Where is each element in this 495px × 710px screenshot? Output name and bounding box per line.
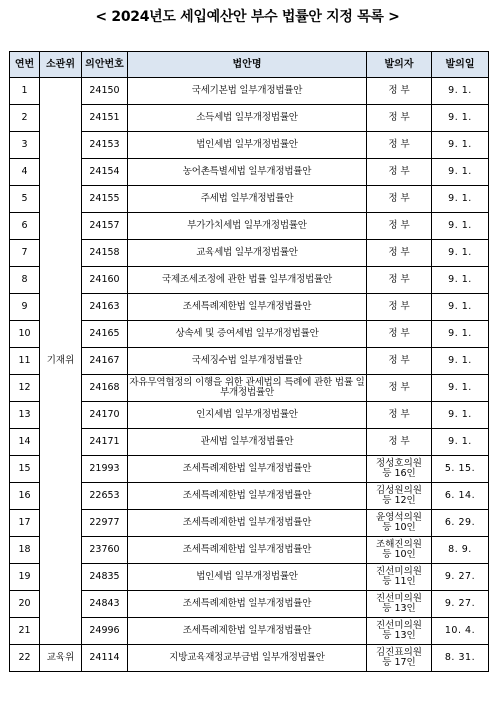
row-number-cell: 7 — [10, 240, 40, 267]
bill-name-cell: 자유무역협정의 이행을 위한 관세법의 특례에 관한 법률 일부개정법률안 — [128, 375, 367, 402]
proposer-cell — [367, 78, 432, 105]
proposer-cosponsors: 등 12인 — [382, 495, 416, 506]
proposer-cell — [367, 429, 432, 456]
bill-number-cell: 24160 — [82, 267, 128, 294]
proposal-date-cell: 9. 27. — [432, 564, 489, 591]
table-row — [10, 321, 489, 348]
row-number-cell: 13 — [10, 402, 40, 429]
proposal-date-cell: 9. 1. — [432, 375, 489, 402]
row-number-cell: 9 — [10, 294, 40, 321]
proposer-name: 정 부 — [388, 247, 410, 258]
table-row — [10, 213, 489, 240]
table-row — [10, 537, 489, 564]
proposer-cell — [367, 402, 432, 429]
bill-name-cell: 조세특례제한법 일부개정법률안 — [128, 618, 367, 645]
bill-name-cell: 조세특례제한법 일부개정법률안 — [128, 510, 367, 537]
table-row — [10, 186, 489, 213]
bill-name-cell: 농어촌특별세법 일부개정법률안 — [128, 159, 367, 186]
table-row — [10, 645, 489, 672]
proposal-date-cell: 9. 1. — [432, 132, 489, 159]
bill-number-cell: 24158 — [82, 240, 128, 267]
table-header-row — [10, 52, 489, 78]
row-number-cell: 22 — [10, 645, 40, 672]
row-number-cell: 2 — [10, 105, 40, 132]
table-row — [10, 618, 489, 645]
proposal-date-cell: 9. 1. — [432, 105, 489, 132]
header-committee: 소관위 — [40, 52, 82, 78]
header-bill-no: 의안번호 — [82, 52, 128, 78]
proposer-name: 정 부 — [388, 301, 410, 312]
bill-name-cell: 조세특례제한법 일부개정법률안 — [128, 456, 367, 483]
bill-number-cell: 24835 — [82, 564, 128, 591]
bill-number-cell: 23760 — [82, 537, 128, 564]
proposer-name: 정 부 — [388, 409, 410, 420]
proposer-name: 진선미의원 — [376, 593, 422, 604]
row-number-cell: 15 — [10, 456, 40, 483]
row-number-cell: 20 — [10, 591, 40, 618]
row-number-cell: 12 — [10, 375, 40, 402]
proposal-date-cell: 8. 31. — [432, 645, 489, 672]
proposer-name: 정 부 — [388, 85, 410, 96]
proposer-name: 정 부 — [388, 328, 410, 339]
table-row — [10, 159, 489, 186]
table-row — [10, 456, 489, 483]
bill-number-cell: 24996 — [82, 618, 128, 645]
proposer-cell — [367, 213, 432, 240]
proposer-cell — [367, 267, 432, 294]
row-number-cell: 6 — [10, 213, 40, 240]
proposer-cell — [367, 564, 432, 591]
row-number-cell: 17 — [10, 510, 40, 537]
proposer-name: 정 부 — [388, 274, 410, 285]
bill-number-cell: 24163 — [82, 294, 128, 321]
proposal-date-cell: 5. 15. — [432, 456, 489, 483]
proposer-name: 정 부 — [388, 355, 410, 366]
proposer-cell — [367, 321, 432, 348]
proposer-cell — [367, 645, 432, 672]
proposal-date-cell: 9. 1. — [432, 402, 489, 429]
row-number-cell: 16 — [10, 483, 40, 510]
row-number-cell: 14 — [10, 429, 40, 456]
bill-name-cell: 지방교육재정교부금법 일부개정법률안 — [128, 645, 367, 672]
proposer-cosponsors: 등 13인 — [382, 630, 416, 641]
proposer-cosponsors: 등 17인 — [382, 657, 416, 668]
bill-name-cell: 국세징수법 일부개정법률안 — [128, 348, 367, 375]
proposer-name: 진선미의원 — [376, 620, 422, 631]
bill-name-cell: 법인세법 일부개정법률안 — [128, 132, 367, 159]
bill-name-cell: 소득세법 일부개정법률안 — [128, 105, 367, 132]
bill-name-cell: 국제조세조정에 관한 법률 일부개정법률안 — [128, 267, 367, 294]
header-bill-name: 법안명 — [128, 52, 367, 78]
proposer-cell — [367, 456, 432, 483]
proposal-date-cell: 9. 1. — [432, 159, 489, 186]
proposer-cosponsors: 등 10인 — [382, 549, 416, 560]
bill-number-cell: 24168 — [82, 375, 128, 402]
bill-number-cell: 22977 — [82, 510, 128, 537]
proposal-date-cell: 9. 1. — [432, 267, 489, 294]
bill-name-cell: 조세특례제한법 일부개정법률안 — [128, 591, 367, 618]
bill-number-cell: 24154 — [82, 159, 128, 186]
proposer-name: 정 부 — [388, 220, 410, 231]
bill-name-cell: 조세특례제한법 일부개정법률안 — [128, 294, 367, 321]
proposer-cell — [367, 591, 432, 618]
table-row — [10, 267, 489, 294]
proposer-cell — [367, 294, 432, 321]
proposer-cell — [367, 105, 432, 132]
committee-cell: 기재위 — [40, 78, 82, 645]
proposer-name: 김진표의원 — [376, 647, 422, 658]
table-row — [10, 591, 489, 618]
proposer-name: 정 부 — [388, 193, 410, 204]
table-row — [10, 105, 489, 132]
proposal-date-cell: 9. 1. — [432, 294, 489, 321]
bill-number-cell: 24151 — [82, 105, 128, 132]
table-row — [10, 429, 489, 456]
bill-list-table — [9, 51, 489, 672]
bill-number-cell: 24153 — [82, 132, 128, 159]
proposal-date-cell: 6. 29. — [432, 510, 489, 537]
proposer-cell — [367, 537, 432, 564]
bill-number-cell: 24114 — [82, 645, 128, 672]
row-number-cell: 10 — [10, 321, 40, 348]
page-title: < 2024년도 세입예산안 부수 법률안 지정 목록 > — [95, 9, 400, 25]
proposal-date-cell: 9. 1. — [432, 78, 489, 105]
table-row — [10, 564, 489, 591]
proposer-cosponsors: 등 13인 — [382, 603, 416, 614]
bill-name-cell: 국세기본법 일부개정법률안 — [128, 78, 367, 105]
table-row — [10, 510, 489, 537]
bill-name-cell: 조세특례제한법 일부개정법률안 — [128, 483, 367, 510]
proposer-name: 정 부 — [388, 166, 410, 177]
bill-name-cell: 조세특례제한법 일부개정법률안 — [128, 537, 367, 564]
proposal-date-cell: 10. 4. — [432, 618, 489, 645]
proposal-date-cell: 8. 9. — [432, 537, 489, 564]
proposer-cell — [367, 159, 432, 186]
proposer-name: 윤영석의원 — [376, 512, 422, 523]
proposer-name: 정 부 — [388, 112, 410, 123]
proposer-cosponsors: 등 16인 — [382, 468, 416, 479]
proposal-date-cell: 9. 1. — [432, 348, 489, 375]
bill-number-cell: 24155 — [82, 186, 128, 213]
row-number-cell: 19 — [10, 564, 40, 591]
proposer-name: 정 부 — [388, 382, 410, 393]
bill-number-cell: 21993 — [82, 456, 128, 483]
table-row — [10, 348, 489, 375]
bill-name-cell: 법인세법 일부개정법률안 — [128, 564, 367, 591]
header-date: 발의일 — [432, 52, 489, 78]
table-row — [10, 375, 489, 402]
bill-name-cell: 주세법 일부개정법률안 — [128, 186, 367, 213]
proposer-cosponsors: 등 10인 — [382, 522, 416, 533]
bill-name-cell: 관세법 일부개정법률안 — [128, 429, 367, 456]
proposer-cell — [367, 132, 432, 159]
row-number-cell: 5 — [10, 186, 40, 213]
row-number-cell: 1 — [10, 78, 40, 105]
proposal-date-cell: 6. 14. — [432, 483, 489, 510]
table-row — [10, 132, 489, 159]
proposer-name: 정성호의원 — [376, 458, 422, 469]
row-number-cell: 8 — [10, 267, 40, 294]
committee-cell: 교육위 — [40, 645, 82, 672]
bill-number-cell: 24167 — [82, 348, 128, 375]
bill-name-cell: 인지세법 일부개정법률안 — [128, 402, 367, 429]
proposer-cell — [367, 375, 432, 402]
proposal-date-cell: 9. 1. — [432, 321, 489, 348]
proposer-cell — [367, 510, 432, 537]
proposer-name: 김성원의원 — [376, 485, 422, 496]
row-number-cell: 18 — [10, 537, 40, 564]
row-number-cell: 21 — [10, 618, 40, 645]
bill-number-cell: 24165 — [82, 321, 128, 348]
bill-number-cell: 24157 — [82, 213, 128, 240]
proposer-name: 정 부 — [388, 139, 410, 150]
table-row — [10, 240, 489, 267]
bill-name-cell: 상속세 및 증여세법 일부개정법률안 — [128, 321, 367, 348]
bill-name-cell: 교육세법 일부개정법률안 — [128, 240, 367, 267]
proposer-name: 진선미의원 — [376, 566, 422, 577]
proposal-date-cell: 9. 27. — [432, 591, 489, 618]
proposer-cell — [367, 240, 432, 267]
row-number-cell: 11 — [10, 348, 40, 375]
proposal-date-cell: 9. 1. — [432, 429, 489, 456]
row-number-cell: 3 — [10, 132, 40, 159]
table-row — [10, 294, 489, 321]
bill-name-cell: 부가가치세법 일부개정법률안 — [128, 213, 367, 240]
table-row — [10, 483, 489, 510]
proposer-cell — [367, 186, 432, 213]
proposer-name: 조해진의원 — [376, 539, 422, 550]
bill-number-cell: 24170 — [82, 402, 128, 429]
table-row — [10, 402, 489, 429]
proposer-cell — [367, 348, 432, 375]
proposal-date-cell: 9. 1. — [432, 213, 489, 240]
row-number-cell: 4 — [10, 159, 40, 186]
header-no: 연번 — [10, 52, 40, 78]
bill-number-cell: 24150 — [82, 78, 128, 105]
proposal-date-cell: 9. 1. — [432, 240, 489, 267]
header-proposer: 발의자 — [367, 52, 432, 78]
table-row — [10, 78, 489, 105]
proposer-name: 정 부 — [388, 436, 410, 447]
proposal-date-cell: 9. 1. — [432, 186, 489, 213]
bill-number-cell: 22653 — [82, 483, 128, 510]
proposer-cosponsors: 등 11인 — [382, 576, 416, 587]
proposer-cell — [367, 483, 432, 510]
bill-number-cell: 24171 — [82, 429, 128, 456]
bill-number-cell: 24843 — [82, 591, 128, 618]
proposer-cell — [367, 618, 432, 645]
